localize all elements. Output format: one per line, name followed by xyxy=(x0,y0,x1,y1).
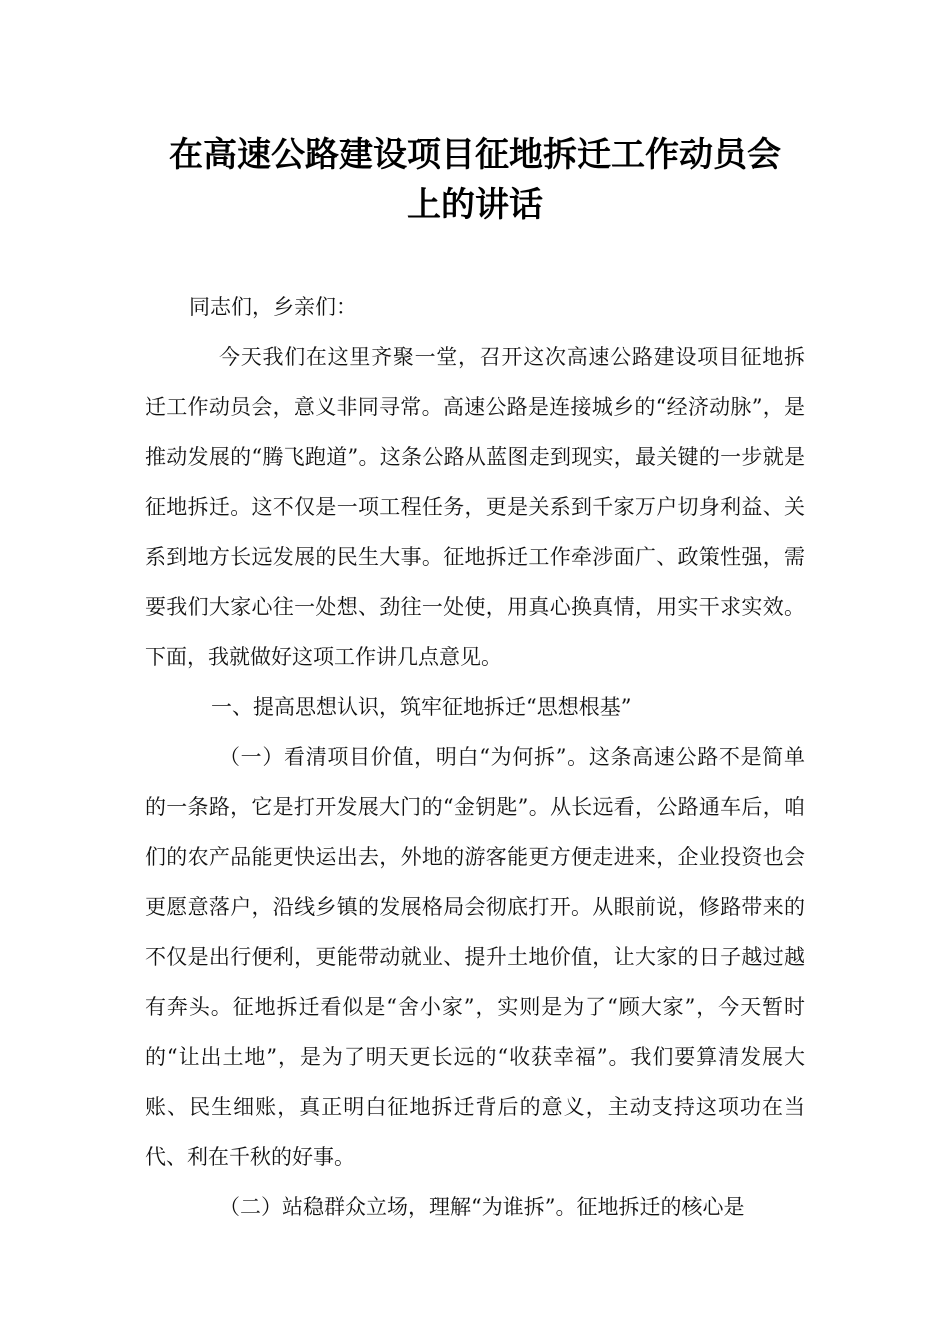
paragraph-intro: 今天我们在这里齐聚一堂，召开这次高速公路建设项目征地拆迁工作动员会，意义非同寻常。高速公路是连接城乡的“经济动脉”，是推动发展的“腾飞跑道”。这条公路从蓝图走到现实，最关键的一步就是征地拆迁。这不仅是一项工程任务，更是关系到千家万户切身利益、关系到地方长远发展的民生大事。征地拆迁工作牵涉面广、政策性强，需要我们大家心往一处想、劲往一处使，用真心换真情，用实干求实效。下面，我就做好这项工作讲几点意见。 xyxy=(145,345,805,669)
section-heading-1: 一、提高思想认识，筑牢征地拆迁“思想根基” xyxy=(211,695,632,719)
document-title xyxy=(100,130,850,230)
subsection-1-2: （二）站稳群众立场，理解“为谁拆”。征地拆迁的核心是 xyxy=(219,1195,745,1219)
subsection-1-1: （一）看清项目价值，明白“为何拆”。这条高速公路不是简单的一条路，它是打开发展大门的“金钥匙”。从长远看，公路通车后，咱们的农产品能更快运出去，外地的游客能更方便走进来，企业投资也会更愿意落户，沿线乡镇的发展格局会彻底打开。从眼前说，修路带来的不仅是出行便利，更能带动就业、提升土地价值，让大家的日子越过越有奔头。征地拆迁看似是“舍小家”，实则是为了“顾大家”，今天暂时的“让出土地”，是为了明天更长远的“收获幸福”。我们要算清发展大账、民生细账，真正明白征地拆迁背后的意义，主动支持这项功在当代、利在千秋的好事。 xyxy=(145,745,805,1169)
title-line-1: 在高速公路建设项目征地拆迁工作动员会 xyxy=(169,135,781,175)
title-line-2: 上的讲话 xyxy=(407,185,543,225)
document-body xyxy=(145,282,805,1232)
salutation: 同志们，乡亲们： xyxy=(189,295,357,319)
